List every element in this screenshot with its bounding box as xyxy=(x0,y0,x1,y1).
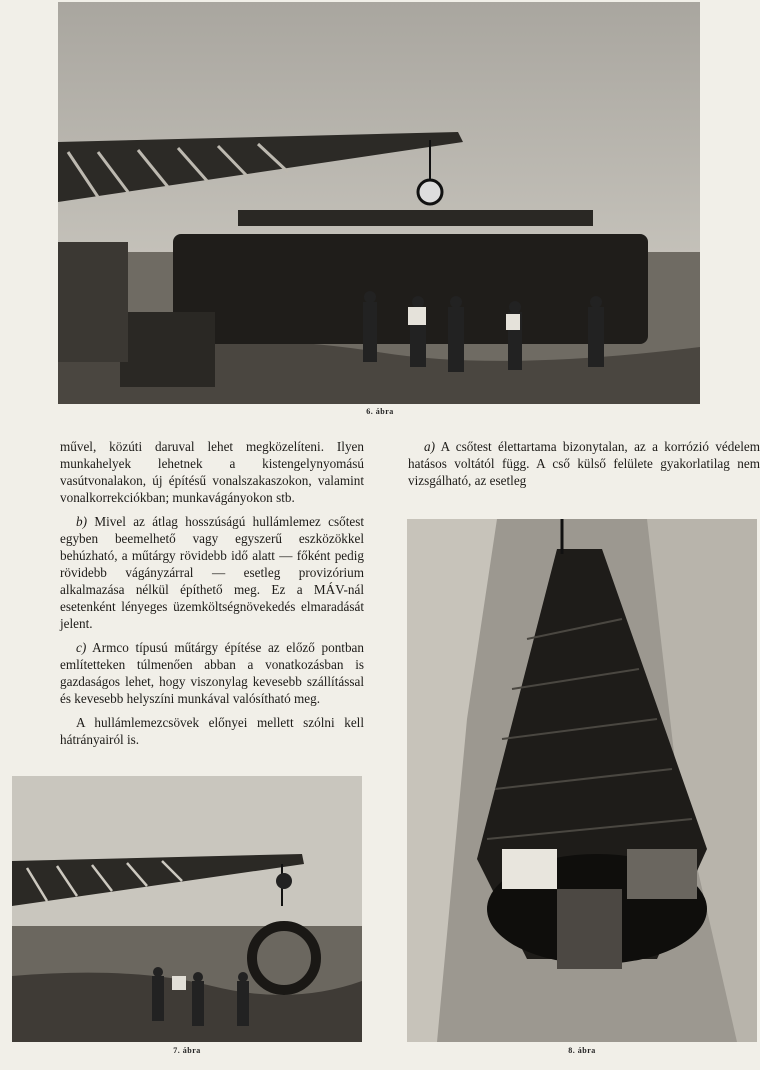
paragraph-b-text: Mivel az átlag hosszúságú hullámlemez csőtest egyben beemelhető vagy egyszerű eszközökkel behúzható, a műtárgy rövidebb idő alatt — főként pedig rövidebb vágányzárral — esetleg provizórium alkalmazása nélkül építhető meg. Ez a MÁV-nál esetenként lényeges üzemköltségnövekedés elmaradását jelent. xyxy=(60,514,365,631)
paragraph-disadvantages: A hullámlemezcsövek előnyei mellett szólni kell hátrányairól is. xyxy=(60,715,364,747)
left-text-column xyxy=(60,438,364,755)
paragraph-c-text: Armco típusú műtárgy építése az előző pontban említetteken túlmenően abban a vonatkozásban is gazdaságos lehet, hogy viszonylag kevesebb szállítással és kevesebb helyszíni munkával valósítható meg. xyxy=(60,640,364,706)
figure-8-photo xyxy=(407,519,757,1042)
paragraph-a xyxy=(408,438,760,489)
paragraph-continuation: művel, közúti daruval lehet megközelíteni. Ilyen munkahelyek lehetnek a kistengelynyomású vasútvonalakon, új építésű vonalszakaszokon, valamint vonalkorrekciókban; munkavágányokon stb. xyxy=(60,439,364,505)
paragraph-c xyxy=(60,639,364,707)
right-text-column xyxy=(408,438,760,496)
figure-7-photo xyxy=(12,776,362,1042)
figure-6-caption: 6. ábra xyxy=(366,407,394,416)
list-marker-c: c) xyxy=(76,640,87,655)
figure-8-caption: 8. ábra xyxy=(568,1046,596,1055)
paragraph-a-text: A csőtest élettartama bizonytalan, az a korrózió védelem hatásos voltától függ. A cső külső felülete gyakorlatilag nem vizsgálható, az esetleg xyxy=(408,439,760,488)
paragraph-b xyxy=(60,513,364,632)
figure-6-photo xyxy=(58,2,700,404)
list-marker-a: a) xyxy=(424,439,435,454)
list-marker-b: b) xyxy=(76,514,87,529)
figure-7-caption: 7. ábra xyxy=(173,1046,201,1055)
